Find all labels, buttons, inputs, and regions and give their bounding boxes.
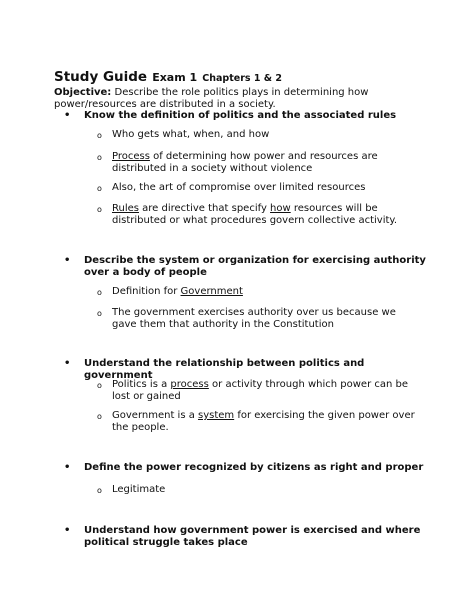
- item-underlined-term: process: [170, 379, 209, 390]
- item-underlined-term: Government: [180, 286, 243, 297]
- topic-2-item-2: [97, 307, 417, 331]
- objective-label: Objective:: [54, 87, 112, 98]
- item-underlined-term: Process: [112, 151, 150, 162]
- item-text: or activity through which power can be lost or gained: [112, 379, 408, 402]
- sub-bullet-icon: o: [97, 486, 102, 495]
- sub-bullet-icon: o: [97, 205, 102, 214]
- item-underlined-term: system: [198, 410, 235, 421]
- sub-bullet-icon: o: [97, 309, 102, 318]
- item-text: Legitimate: [112, 484, 166, 495]
- title-chapters: Chapters 1 & 2: [202, 73, 282, 84]
- item-text: are directive that specify: [138, 203, 271, 214]
- document-title: [54, 66, 282, 85]
- bullet-icon: •: [64, 358, 71, 369]
- bullet-icon: •: [64, 255, 71, 266]
- topic-1-item-1: [97, 129, 417, 141]
- topic-5: [64, 525, 434, 549]
- item-text: of determining how power and resources are distributed in a society without violence: [112, 151, 378, 174]
- item-text: The government exercises authority over us because we gave them that authority in the Constitution: [112, 307, 396, 330]
- topic-4-text: Define the power recognized by citizens as right and proper: [84, 462, 424, 473]
- sub-bullet-icon: o: [97, 131, 102, 140]
- topic-4-item-1: [97, 484, 417, 496]
- item-text: resources will be distributed or what procedures govern collective activity.: [112, 203, 398, 226]
- item-underlined-term: Rules: [112, 203, 139, 214]
- title-main: Study Guide: [54, 69, 148, 85]
- sub-bullet-icon: o: [97, 153, 102, 162]
- sub-bullet-icon: o: [97, 412, 102, 421]
- objective-text: Describe the role politics plays in determining how power/resources are distributed in a society.: [54, 87, 369, 110]
- topic-1-item-2: [97, 151, 417, 175]
- topic-2-text: Describe the system or organization for exercising authority over a body of people: [84, 255, 426, 278]
- topic-4: [64, 462, 434, 474]
- sub-bullet-icon: o: [97, 288, 102, 297]
- bullet-icon: •: [64, 462, 71, 473]
- item-text: Definition for: [112, 286, 181, 297]
- topic-3-text: Understand the relationship between politics and government: [84, 358, 365, 381]
- item-text: Who gets what, when, and how: [112, 129, 270, 140]
- title-exam: Exam 1: [152, 71, 198, 84]
- topic-5-text: Understand how government power is exercised and where political struggle takes place: [84, 525, 421, 548]
- objective-paragraph: [54, 87, 424, 111]
- topic-3-item-1: [97, 379, 417, 403]
- topic-1-item-4: [97, 203, 417, 227]
- topic-2: [64, 255, 434, 279]
- item-text: Also, the art of compromise over limited resources: [112, 182, 366, 193]
- bullet-icon: •: [64, 525, 71, 536]
- item-text: Politics is a: [112, 379, 171, 390]
- bullet-icon: •: [64, 110, 71, 121]
- sub-bullet-icon: o: [97, 381, 102, 390]
- topic-1-text: Know the definition of politics and the associated rules: [84, 110, 397, 121]
- topic-1-item-3: [97, 182, 417, 194]
- topic-3-item-2: [97, 410, 417, 434]
- item-text: Government is a: [112, 410, 199, 421]
- topic-2-item-1: [97, 286, 417, 298]
- sub-bullet-icon: o: [97, 184, 102, 193]
- item-underlined-term: how: [270, 203, 291, 214]
- topic-1: [64, 110, 434, 122]
- item-text: for exercising the given power over the people.: [112, 410, 415, 433]
